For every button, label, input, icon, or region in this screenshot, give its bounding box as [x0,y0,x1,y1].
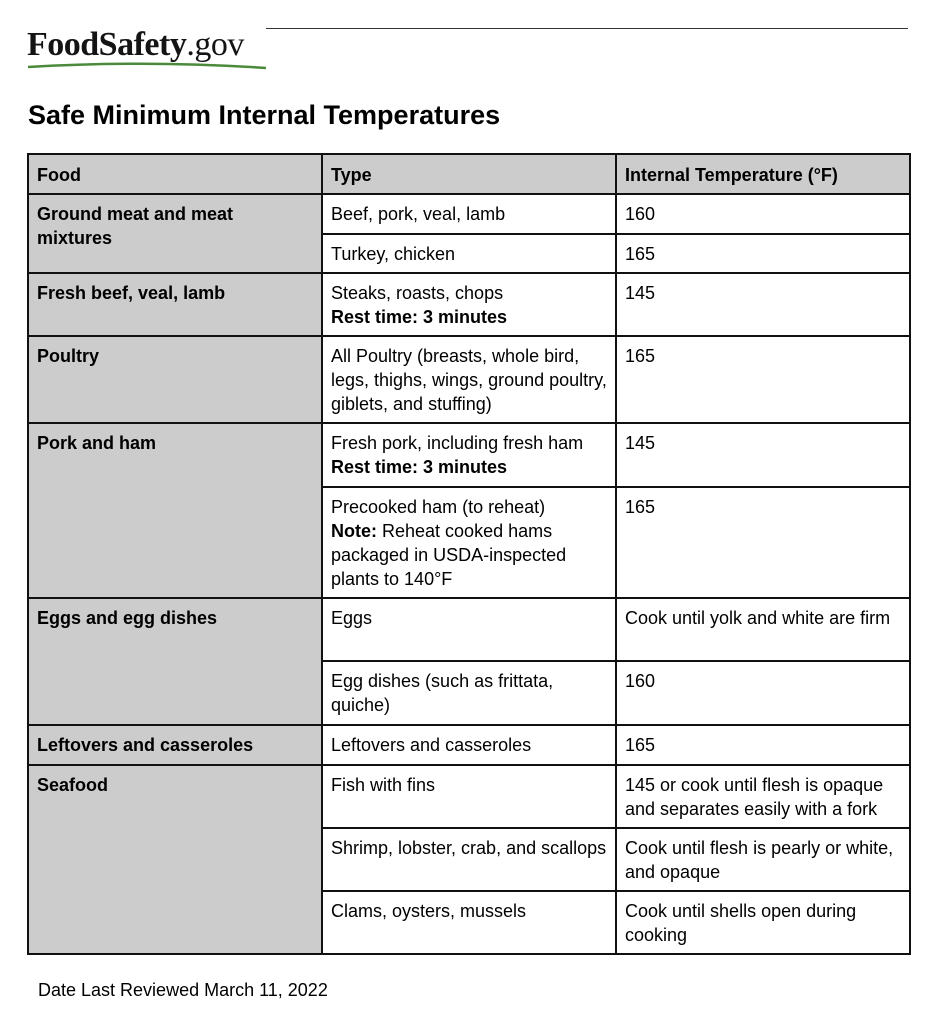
food-cell: Pork and ham [28,423,322,598]
table-row [28,598,910,661]
type-text: Fresh pork, including fresh ham [331,433,584,453]
type-cell: Fish with fins [322,765,616,828]
type-text: Steaks, roasts, chops [331,283,504,303]
temp-cell: Cook until flesh is pearly or white, and opaque [616,828,910,891]
food-cell: Fresh beef, veal, lamb [28,273,322,336]
temp-cell: 160 [616,661,910,725]
type-text: Precooked ham (to reheat) [331,497,546,517]
food-cell: Ground meat and meat mixtures [28,194,322,273]
temp-cell: 165 [616,234,910,273]
table-row [28,194,910,234]
header-rule [266,28,908,29]
table-row [28,725,910,765]
temperature-table [27,153,911,955]
date-last-reviewed: Date Last Reviewed March 11, 2022 [38,980,328,1000]
column-header-type: Type [322,154,616,194]
logo-text-bold: FoodSafety [27,26,187,63]
type-cell: All Poultry (breasts, whole bird, legs, thighs, wings, ground poultry, giblets, and stuffing) [322,336,616,423]
column-header-food: Food [28,154,322,194]
food-cell: Eggs and egg dishes [28,598,322,725]
type-cell: Beef, pork, veal, lamb [322,194,616,234]
type-cell: Shrimp, lobster, crab, and scallops [322,828,616,891]
note-label: Note: [331,521,377,541]
logo-swoosh-icon [27,56,267,70]
table-row [28,336,910,423]
type-cell: Turkey, chicken [322,234,616,273]
note-text: Reheat cooked hams packaged in USDA-inspected plants to 140°F [331,521,567,589]
type-cell [322,487,616,598]
table-header-row [28,154,910,194]
temp-cell: 145 or cook until flesh is opaque and separates easily with a fork [616,765,910,828]
table-row [28,423,910,487]
logo-text-suffix: .gov [186,26,244,63]
temp-cell: 165 [616,725,910,765]
food-cell: Poultry [28,336,322,423]
column-header-temperature: Internal Temperature (°F) [616,154,910,194]
foodsafety-logo [27,26,267,72]
food-cell: Leftovers and casseroles [28,725,322,765]
type-cell [322,423,616,487]
temp-cell: 145 [616,273,910,336]
type-cell: Eggs [322,598,616,661]
temp-cell: 160 [616,194,910,234]
table-row [28,273,910,336]
temp-cell: 165 [616,487,910,598]
rest-time-note: Rest time: 3 minutes [331,457,508,477]
temp-cell: 165 [616,336,910,423]
type-cell: Clams, oysters, mussels [322,891,616,954]
type-cell: Leftovers and casseroles [322,725,616,765]
type-cell: Egg dishes (such as frittata, quiche) [322,661,616,725]
temp-cell: 145 [616,423,910,487]
temp-cell: Cook until yolk and white are firm [616,598,910,661]
rest-time-note: Rest time: 3 minutes [331,307,508,327]
temp-cell: Cook until shells open during cooking [616,891,910,954]
type-cell [322,273,616,336]
table-row [28,765,910,828]
page-title: Safe Minimum Internal Temperatures [28,100,501,130]
food-cell: Seafood [28,765,322,954]
